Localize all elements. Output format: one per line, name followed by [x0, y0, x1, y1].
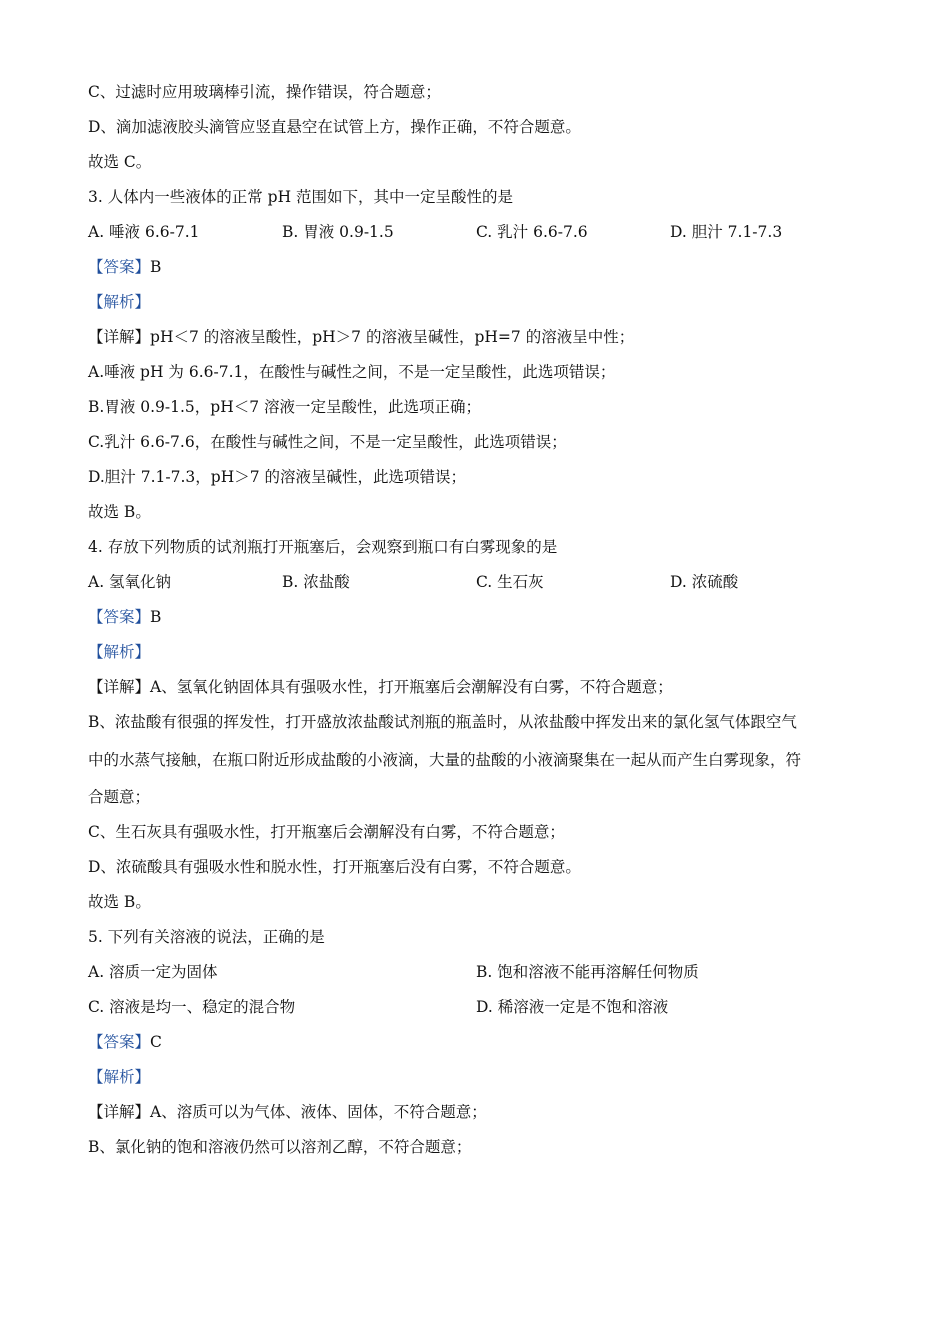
q5-answer-line	[88, 1032, 868, 1052]
q3-answer-line	[88, 257, 868, 277]
q5-option-c: C. 溶液是均一、稳定的混合物	[88, 998, 296, 1016]
q5-answer: C	[150, 1033, 162, 1051]
q3-detail-d: D.胆汁 7.1-7.3，pH＞7 的溶液呈碱性，此选项错误；	[88, 468, 466, 486]
q4-detail-b-line2: 中的水蒸气接触，在瓶口附近形成盐酸的小液滴，大量的盐酸的小液滴聚集在一起从而产生白雾现象，符	[88, 751, 802, 769]
q2-option-d-explanation: D、滴加滤液胶头滴管应竖直悬空在试管上方，操作正确，不符合题意。	[88, 118, 581, 136]
q3-answer: B	[150, 258, 162, 276]
q4-option-a: A. 氢氧化钠	[88, 573, 172, 591]
q5-analysis-tag: 【解析】	[88, 1068, 151, 1086]
detail-tag: 【详解】	[88, 678, 151, 696]
q4-option-c: C. 生石灰	[476, 573, 544, 591]
q4-detail-b-line3: 合题意；	[88, 788, 151, 806]
q5-question: 5. 下列有关溶液的说法，正确的是	[88, 928, 325, 946]
q4-question: 4. 存放下列物质的试剂瓶打开瓶塞后，会观察到瓶口有白雾现象的是	[88, 538, 558, 556]
q2-option-c-explanation: C、过滤时应用玻璃棒引流，操作错误，符合题意；	[88, 83, 441, 101]
q2-conclusion: 故选 C。	[88, 153, 152, 171]
q4-detail-c: C、生石灰具有强吸水性，打开瓶塞后会潮解没有白雾，不符合题意；	[88, 823, 565, 841]
q4-detail-d: D、浓硫酸具有强吸水性和脱水性，打开瓶塞后没有白雾，不符合题意。	[88, 858, 581, 876]
q4-option-d: D. 浓硫酸	[670, 573, 739, 591]
q3-option-c: C. 乳汁 6.6-7.6	[476, 223, 588, 241]
q4-conclusion: 故选 B。	[88, 893, 151, 911]
q5-option-a: A. 溶质一定为固体	[88, 963, 218, 981]
answer-tag: 【答案】	[88, 608, 151, 626]
q3-question: 3. 人体内一些液体的正常 pH 范围如下，其中一定呈酸性的是	[88, 188, 514, 206]
q3-option-b: B. 胃液 0.9-1.5	[282, 223, 394, 241]
q5-detail-intro: 【详解】A、溶质可以为气体、液体、固体，不符合题意；	[88, 1103, 487, 1121]
answer-tag: 【答案】	[88, 258, 151, 276]
detail-tag: 【详解】	[88, 1103, 151, 1121]
detail-tag: 【详解】	[88, 328, 151, 346]
q3-detail-a: A.唾液 pH 为 6.6-7.1，在酸性与碱性之间，不是一定呈酸性，此选项错误；	[88, 363, 616, 381]
q3-detail-intro: 【详解】pH＜7 的溶液呈酸性，pH＞7 的溶液呈碱性，pH=7 的溶液呈中性；	[88, 328, 635, 346]
q5-option-b: B. 饱和溶液不能再溶解任何物质	[476, 963, 699, 981]
q4-answer-line	[88, 607, 868, 627]
q3-option-d: D. 胆汁 7.1-7.3	[670, 223, 783, 241]
q3-analysis-tag: 【解析】	[88, 293, 151, 311]
q3-conclusion: 故选 B。	[88, 503, 151, 521]
q4-detail-b-line1: B、浓盐酸有很强的挥发性，打开盛放浓盐酸试剂瓶的瓶盖时，从浓盐酸中挥发出来的氯化氢气体跟空气	[88, 713, 797, 731]
q3-option-a: A. 唾液 6.6-7.1	[88, 223, 200, 241]
q3-detail-c: C.乳汁 6.6-7.6，在酸性与碱性之间，不是一定呈酸性，此选项错误；	[88, 433, 567, 451]
q4-analysis-tag: 【解析】	[88, 643, 151, 661]
q4-detail-intro: 【详解】A、氢氧化钠固体具有强吸水性，打开瓶塞后会潮解没有白雾，不符合题意；	[88, 678, 673, 696]
q3-detail-b: B.胃液 0.9-1.5，pH＜7 溶液一定呈酸性，此选项正确；	[88, 398, 482, 416]
q5-option-d: D. 稀溶液一定是不饱和溶液	[476, 998, 669, 1016]
q4-option-b: B. 浓盐酸	[282, 573, 350, 591]
answer-tag: 【答案】	[88, 1033, 151, 1051]
q4-answer: B	[150, 608, 162, 626]
q5-detail-b: B、氯化钠的饱和溶液仍然可以溶剂乙醇，不符合题意；	[88, 1138, 472, 1156]
